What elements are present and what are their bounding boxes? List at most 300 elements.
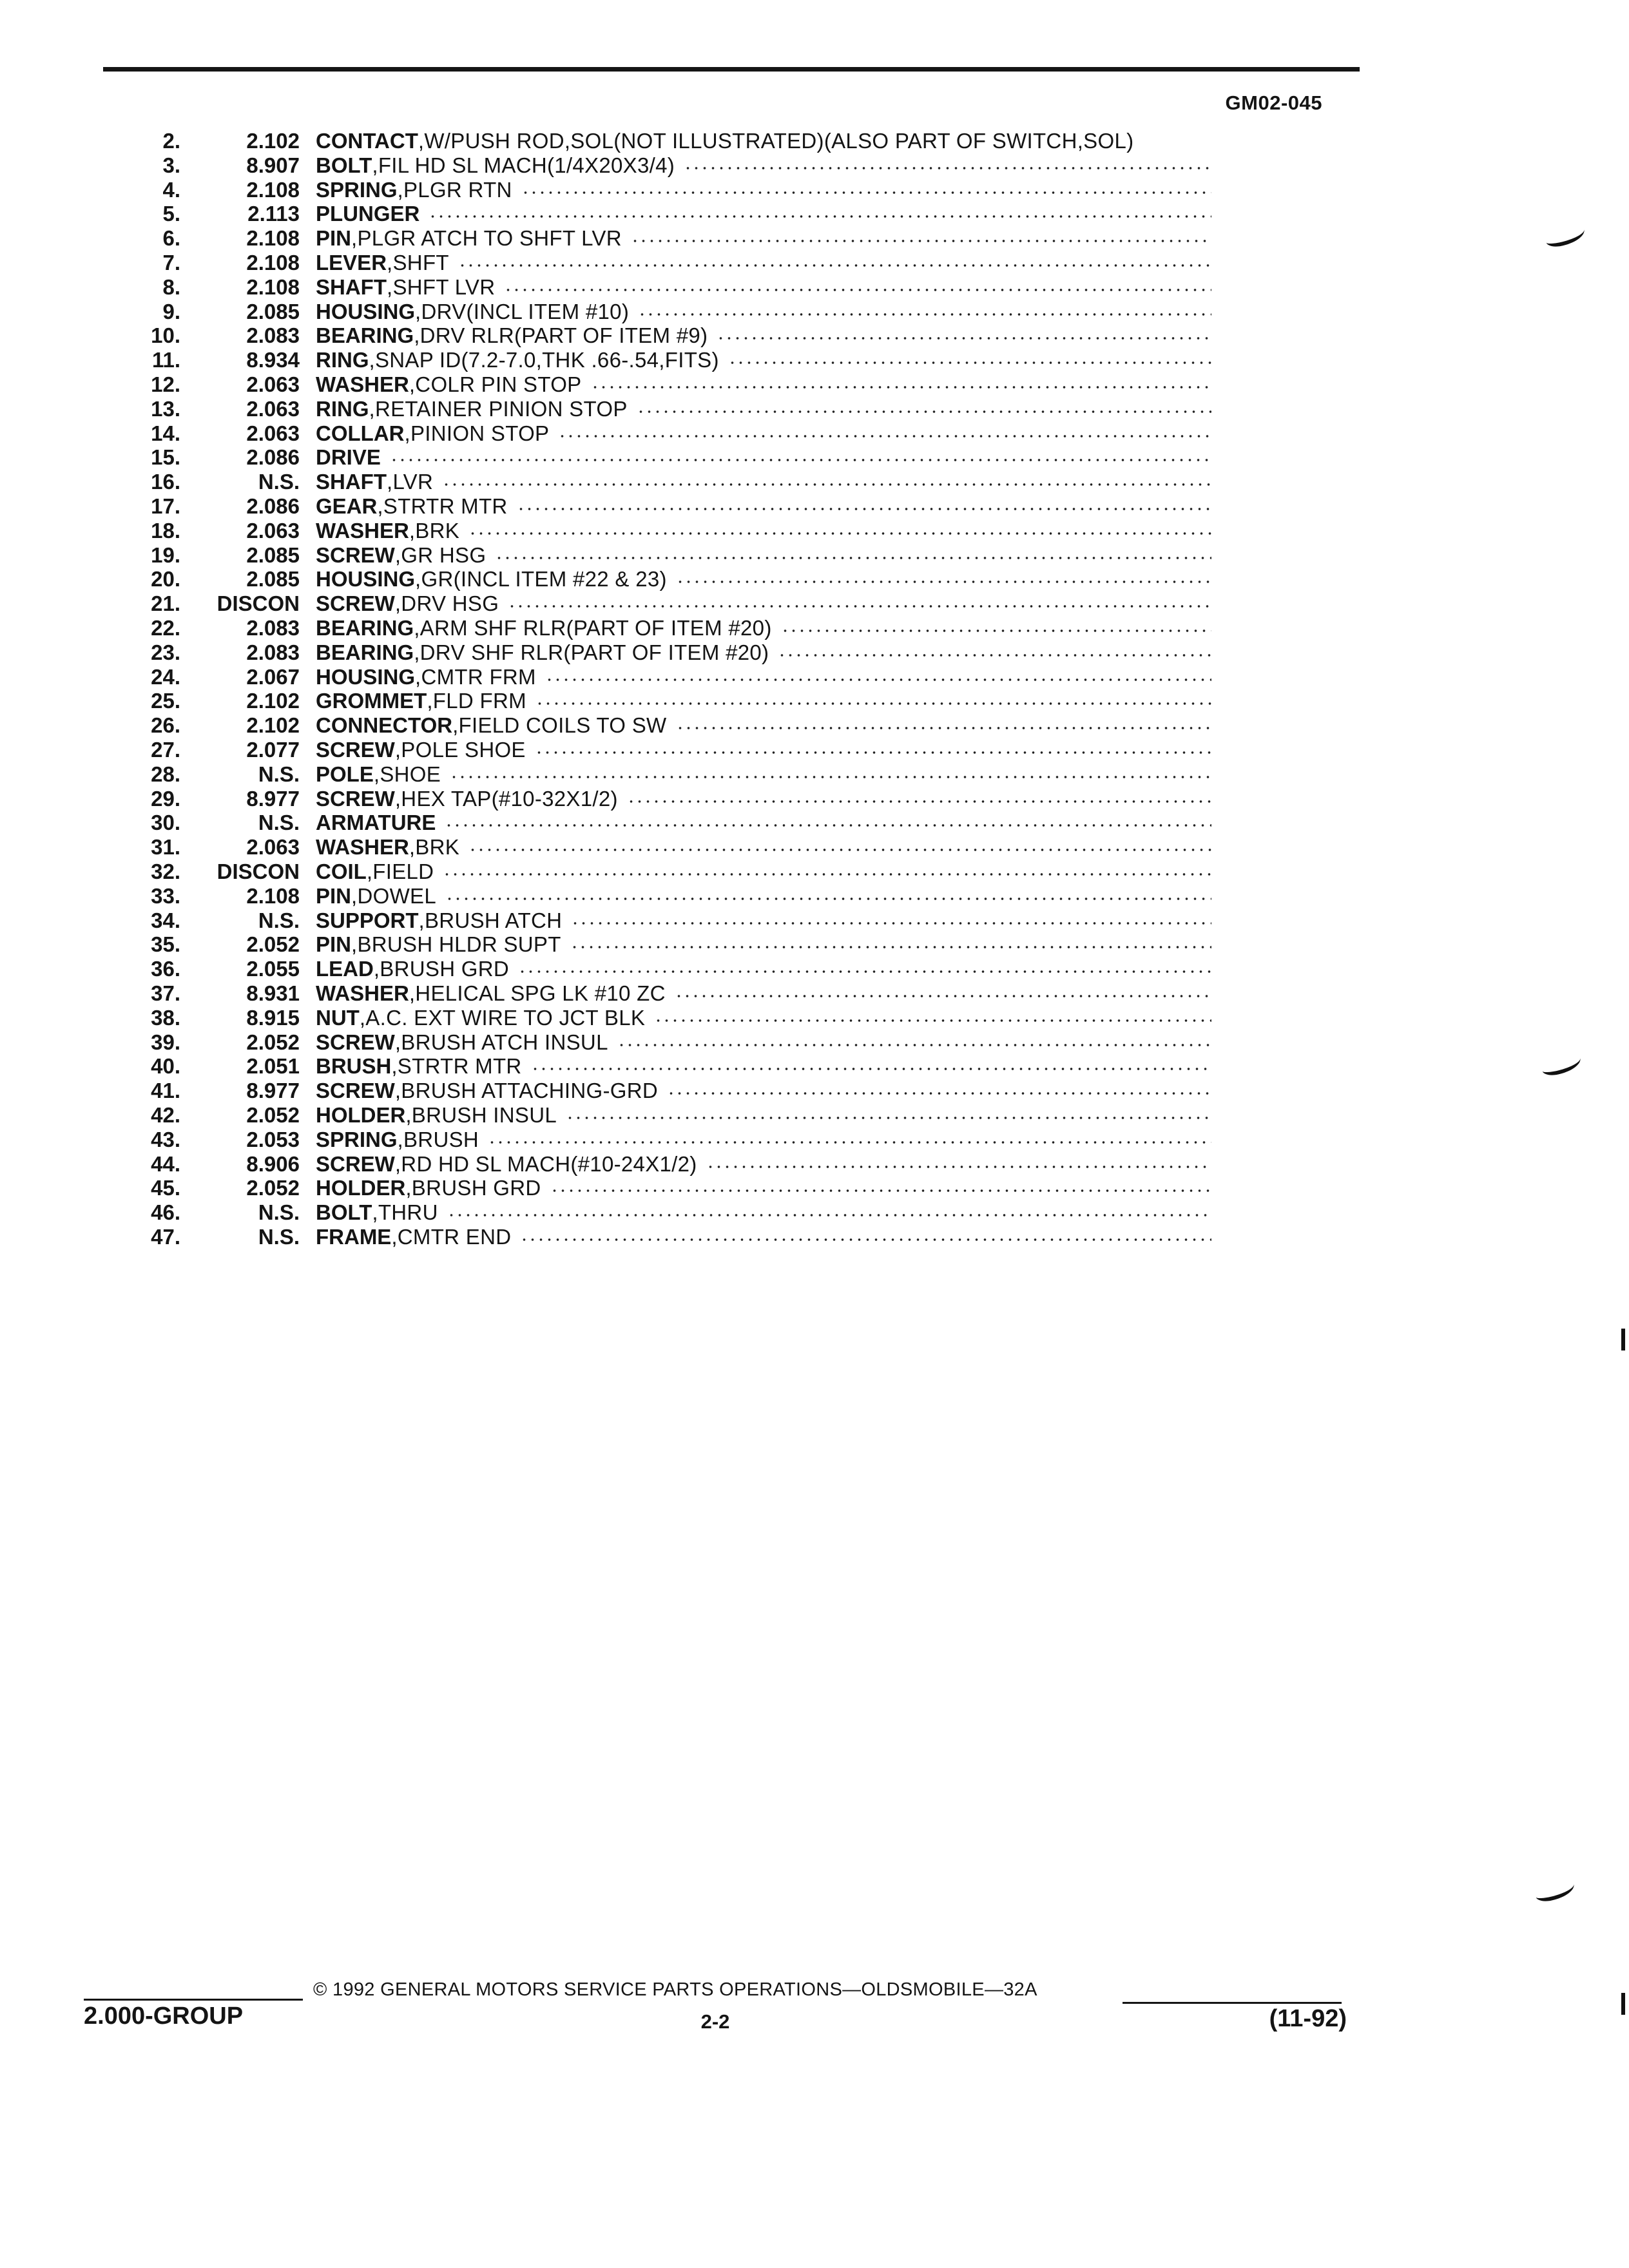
list-item (0, 202, 1629, 226)
part-detail: ,SHFT LVR (387, 275, 496, 299)
item-number: 7. (162, 251, 180, 274)
group-number: N.S. (258, 1225, 300, 1249)
dot-leader (429, 215, 1211, 218)
item-number: 13. (151, 397, 180, 421)
list-item (0, 348, 1629, 372)
list-item (0, 957, 1629, 981)
part-name: LEAD (316, 957, 374, 981)
part-name: BEARING (316, 640, 414, 664)
part-description (316, 908, 1211, 933)
dot-leader (558, 434, 1211, 438)
list-item (0, 300, 1629, 324)
item-number: 41. (151, 1079, 180, 1102)
part-description (316, 226, 1211, 251)
part-detail: ,BRUSH GRD (405, 1176, 541, 1200)
part-name: RING (316, 397, 369, 421)
item-number: 8. (162, 275, 180, 299)
dot-leader (571, 921, 1211, 925)
list-item (0, 713, 1629, 738)
part-name: SCREW (316, 738, 395, 762)
list-item (0, 1030, 1629, 1055)
group-number: 2.108 (246, 178, 300, 202)
item-number: 31. (151, 835, 180, 859)
part-name: COIL (316, 860, 367, 883)
footer-copyright: © 1992 GENERAL MOTORS SERVICE PARTS OPERATIONS—OLDSMOBILE—32A (313, 1979, 1037, 2000)
group-number: 8.915 (246, 1006, 300, 1030)
part-detail: ,GR(INCL ITEM #22 & 23) (415, 567, 667, 591)
part-detail: ,STRTR MTR (391, 1054, 522, 1078)
list-item (0, 1200, 1629, 1225)
dot-leader (468, 532, 1211, 535)
part-description (316, 1152, 1211, 1177)
part-description (316, 300, 1211, 324)
group-number: 2.063 (246, 372, 300, 396)
group-number: N.S. (258, 470, 300, 494)
part-name: ARMATURE (316, 811, 436, 834)
list-item (0, 932, 1629, 957)
part-description (316, 543, 1211, 568)
part-name: BEARING (316, 323, 414, 347)
item-number: 37. (151, 981, 180, 1005)
part-name: COLLAR (316, 421, 405, 445)
list-item (0, 689, 1629, 713)
item-number: 18. (151, 519, 180, 543)
dot-leader (570, 945, 1211, 949)
part-name: HOUSING (316, 567, 416, 591)
part-detail: ,SHOE (373, 762, 441, 786)
part-description (316, 129, 1231, 153)
part-detail: ,COLR PIN STOP (409, 372, 582, 396)
group-number: 2.052 (246, 1103, 300, 1127)
part-detail: ,DRV(INCL ITEM #10) (415, 300, 630, 323)
part-description (316, 1200, 1211, 1225)
part-description (316, 1103, 1211, 1128)
group-number: N.S. (258, 1200, 300, 1224)
part-detail: ,A.C. EXT WIRE TO JCT BLK (359, 1006, 646, 1030)
item-number: 22. (151, 616, 180, 640)
edge-scan-mark (1621, 1329, 1625, 1350)
part-description (316, 1030, 1211, 1055)
part-detail: ,BRUSH (397, 1128, 479, 1151)
item-number: 39. (151, 1030, 180, 1054)
group-number: 2.052 (246, 932, 300, 956)
footer-page-number: 2-2 (700, 2010, 730, 2033)
dot-leader (728, 361, 1211, 365)
part-detail: ,DRV HSG (394, 591, 499, 615)
part-detail: ,PINION STOP (404, 421, 550, 445)
group-number: 2.083 (246, 616, 300, 640)
part-description (316, 738, 1211, 762)
part-description (316, 1054, 1211, 1079)
edge-scan-mark (1621, 1993, 1625, 2015)
list-item (0, 397, 1629, 421)
dot-leader (520, 1238, 1211, 1242)
group-number: 2.085 (246, 300, 300, 323)
group-number: 8.977 (246, 1079, 300, 1102)
dot-leader (447, 1213, 1211, 1217)
part-name: NUT (316, 1006, 360, 1030)
group-number: DISCON (217, 591, 300, 615)
group-number: 2.085 (246, 567, 300, 591)
part-name: BOLT (316, 153, 372, 177)
part-name: HOLDER (316, 1103, 406, 1127)
dot-leader (450, 775, 1211, 779)
list-item (0, 1006, 1629, 1030)
punch-hole-mark (1534, 1877, 1577, 1904)
group-number: N.S. (258, 762, 300, 786)
group-number: 2.077 (246, 738, 300, 762)
part-description (316, 665, 1211, 689)
part-description (316, 932, 1211, 957)
list-item (0, 981, 1629, 1006)
item-number: 9. (162, 300, 180, 323)
dot-leader (781, 629, 1211, 633)
dot-leader (706, 1165, 1211, 1169)
group-number: 2.063 (246, 835, 300, 859)
group-number: 2.108 (246, 226, 300, 250)
dot-leader (550, 1189, 1211, 1193)
part-name: PIN (316, 884, 352, 908)
item-number: 44. (151, 1152, 180, 1176)
part-name: WASHER (316, 835, 409, 859)
group-number: 2.083 (246, 323, 300, 347)
part-description (316, 884, 1211, 908)
list-item (0, 665, 1629, 689)
dot-leader (566, 1116, 1211, 1120)
list-item (0, 275, 1629, 300)
part-detail: ,BRUSH ATCH INSUL (394, 1030, 608, 1054)
item-number: 30. (151, 811, 180, 834)
part-name: GROMMET (316, 689, 427, 713)
item-number: 12. (151, 372, 180, 396)
list-item (0, 421, 1629, 446)
part-name: PIN (316, 226, 352, 250)
part-detail: ,FIELD COILS TO SW (452, 713, 667, 737)
list-item (0, 616, 1629, 640)
dot-leader (458, 264, 1211, 267)
item-number: 17. (151, 494, 180, 518)
part-name: SCREW (316, 1079, 395, 1102)
item-number: 29. (151, 787, 180, 811)
group-number: 2.085 (246, 543, 300, 567)
footer-rule-right (1123, 2002, 1342, 2004)
dot-leader (517, 507, 1211, 511)
part-description (316, 787, 1211, 811)
list-item (0, 543, 1629, 568)
list-item (0, 153, 1629, 178)
list-item (0, 129, 1629, 153)
item-number: 11. (151, 348, 180, 372)
dot-leader (676, 726, 1212, 730)
list-item (0, 470, 1629, 494)
group-number: N.S. (258, 908, 300, 932)
part-description (316, 178, 1211, 202)
item-number: 2. (162, 129, 180, 153)
dot-leader (442, 483, 1211, 486)
part-description (316, 323, 1211, 348)
part-name: SCREW (316, 591, 395, 615)
dot-leader (637, 410, 1211, 414)
group-number: 2.052 (246, 1176, 300, 1200)
part-name: SUPPORT (316, 908, 419, 932)
part-detail: ,PLGR RTN (397, 178, 512, 202)
item-number: 25. (151, 689, 180, 713)
part-detail: ,HELICAL SPG LK #10 ZC (409, 981, 666, 1005)
part-name: SPRING (316, 1128, 398, 1151)
part-description (316, 445, 1211, 470)
list-item (0, 1152, 1629, 1177)
list-item (0, 445, 1629, 470)
group-number: 8.907 (246, 153, 300, 177)
part-detail: ,BRUSH INSUL (405, 1103, 557, 1127)
item-number: 33. (151, 884, 180, 908)
item-number: 23. (151, 640, 180, 664)
part-detail: ,CMTR END (391, 1225, 512, 1249)
part-description (316, 421, 1211, 446)
part-description (316, 567, 1211, 591)
part-description (316, 275, 1211, 300)
list-item (0, 1079, 1629, 1103)
list-item (0, 860, 1629, 884)
part-description (316, 811, 1211, 835)
part-detail: ,BRUSH GRD (373, 957, 510, 981)
dot-leader (667, 1091, 1211, 1095)
part-name: HOUSING (316, 300, 416, 323)
part-description (316, 957, 1211, 981)
group-number: 2.063 (246, 421, 300, 445)
dot-leader (488, 1140, 1211, 1144)
dot-leader (545, 678, 1211, 682)
group-number: 2.108 (246, 275, 300, 299)
header-rule (103, 67, 1360, 72)
list-item (0, 1128, 1629, 1152)
list-item (0, 519, 1629, 543)
part-name: RING (316, 348, 369, 372)
part-detail: ,STRTR MTR (377, 494, 508, 518)
group-number: 2.083 (246, 640, 300, 664)
part-detail: ,RD HD SL MACH(#10-24X1/2) (394, 1152, 697, 1176)
dot-leader (638, 312, 1211, 316)
part-name: SHAFT (316, 470, 387, 494)
item-number: 24. (151, 665, 180, 689)
dot-leader (535, 702, 1211, 706)
dot-leader (778, 653, 1211, 657)
part-detail: ,PLGR ATCH TO SHFT LVR (351, 226, 622, 250)
list-item (0, 787, 1629, 811)
dot-leader (390, 458, 1211, 462)
dot-leader (654, 1019, 1211, 1023)
part-name: SHAFT (316, 275, 387, 299)
part-detail: ,FIELD (366, 860, 434, 883)
list-item (0, 494, 1629, 519)
item-number: 47. (151, 1225, 180, 1249)
item-number: 15. (151, 445, 180, 469)
dot-leader (675, 994, 1211, 998)
part-description (316, 251, 1211, 275)
group-number: 2.113 (247, 202, 300, 226)
part-detail: ,HEX TAP(#10-32X1/2) (394, 787, 618, 811)
item-number: 4. (162, 178, 180, 202)
part-name: SCREW (316, 1152, 395, 1176)
part-detail: ,GR HSG (394, 543, 487, 567)
part-detail: ,POLE SHOE (394, 738, 526, 762)
part-name: CONNECTOR (316, 713, 453, 737)
part-detail: ,FIL HD SL MACH(1/4X20X3/4) (372, 153, 675, 177)
part-detail: ,BRUSH ATTACHING-GRD (394, 1079, 658, 1102)
group-number: 2.053 (246, 1128, 300, 1151)
part-description (316, 1006, 1211, 1030)
dot-leader (495, 556, 1211, 560)
part-description (316, 348, 1211, 372)
part-description (316, 835, 1211, 860)
list-item (0, 372, 1629, 397)
part-name: DRIVE (316, 445, 381, 469)
group-number: N.S. (258, 811, 300, 834)
item-number: 20. (151, 567, 180, 591)
item-number: 14. (151, 421, 180, 445)
item-number: 34. (151, 908, 180, 932)
list-item (0, 811, 1629, 835)
dot-leader (676, 580, 1211, 584)
part-description (316, 640, 1211, 665)
item-number: 38. (151, 1006, 180, 1030)
part-description (316, 1176, 1211, 1200)
part-name: WASHER (316, 981, 409, 1005)
part-name: PLUNGER (316, 202, 420, 226)
part-detail: ,BRK (409, 835, 460, 859)
group-number: 8.906 (246, 1152, 300, 1176)
group-number: 2.052 (246, 1030, 300, 1054)
dot-leader (518, 970, 1211, 974)
part-description (316, 1225, 1211, 1249)
list-item (0, 884, 1629, 908)
group-number: 2.102 (246, 713, 300, 737)
item-number: 27. (151, 738, 180, 762)
part-description (316, 494, 1211, 519)
list-item (0, 738, 1629, 762)
part-name: BRUSH (316, 1054, 392, 1078)
item-number: 40. (151, 1054, 180, 1078)
part-description (316, 372, 1211, 397)
dot-leader (717, 336, 1211, 340)
part-detail: ,DOWEL (351, 884, 436, 908)
item-number: 43. (151, 1128, 180, 1151)
part-detail: ,DRV RLR(PART OF ITEM #9) (414, 323, 708, 347)
part-detail: ,RETAINER PINION STOP (369, 397, 628, 421)
part-description (316, 153, 1211, 178)
item-number: 16. (151, 470, 180, 494)
list-item (0, 1225, 1629, 1249)
part-detail: ,SNAP ID(7.2-7.0,THK .66-.54,FITS) (369, 348, 719, 372)
part-detail: ,BRUSH HLDR SUPT (351, 932, 561, 956)
part-name: WASHER (316, 372, 409, 396)
part-description (316, 519, 1211, 543)
group-number: 2.055 (246, 957, 300, 981)
part-description (316, 689, 1211, 713)
list-item (0, 762, 1629, 787)
dot-leader (445, 823, 1211, 827)
list-item (0, 591, 1629, 616)
item-number: 3. (162, 153, 180, 177)
list-item (0, 226, 1629, 251)
list-item (0, 835, 1629, 860)
dot-leader (591, 385, 1212, 389)
part-description (316, 713, 1211, 738)
part-description (316, 981, 1211, 1006)
list-item (0, 251, 1629, 275)
part-detail: ,SHFT (387, 251, 449, 274)
item-number: 45. (151, 1176, 180, 1200)
part-name: POLE (316, 762, 374, 786)
item-number: 6. (162, 226, 180, 250)
dot-leader (531, 1067, 1211, 1071)
group-number: 2.086 (246, 445, 300, 469)
dot-leader (627, 800, 1211, 803)
dot-leader (617, 1043, 1211, 1047)
part-description (316, 860, 1211, 884)
part-name: SPRING (316, 178, 398, 202)
item-number: 5. (162, 202, 180, 226)
dot-leader (535, 751, 1211, 754)
list-item (0, 908, 1629, 933)
part-detail: ,LVR (387, 470, 434, 494)
list-item (0, 1176, 1629, 1200)
group-number: 2.067 (246, 665, 300, 689)
part-name: CONTACT (316, 129, 418, 153)
part-detail: ,W/PUSH ROD,SOL(NOT ILLUSTRATED)(ALSO PART OF SWITCH,SOL) (418, 129, 1134, 153)
part-description (316, 1128, 1211, 1152)
item-number: 10. (151, 323, 180, 347)
group-number: DISCON (217, 860, 300, 883)
part-detail: ,CMTR FRM (415, 665, 536, 689)
group-number: 8.931 (246, 981, 300, 1005)
part-detail: ,DRV SHF RLR(PART OF ITEM #20) (414, 640, 769, 664)
part-name: FRAME (316, 1225, 392, 1249)
dot-leader (468, 848, 1211, 852)
item-number: 36. (151, 957, 180, 981)
part-detail: ,THRU (372, 1200, 438, 1224)
part-description (316, 470, 1211, 494)
list-item (0, 567, 1629, 591)
part-description (316, 1079, 1211, 1103)
dot-leader (443, 872, 1211, 876)
item-number: 42. (151, 1103, 180, 1127)
part-description (316, 616, 1211, 640)
part-detail: ,BRK (409, 519, 460, 543)
part-name: BEARING (316, 616, 414, 640)
item-number: 28. (151, 762, 180, 786)
part-detail: ,ARM SHF RLR(PART OF ITEM #20) (414, 616, 772, 640)
group-number: 2.102 (246, 129, 300, 153)
part-name: GEAR (316, 494, 378, 518)
footer-group-label: 2.000-GROUP (84, 2003, 244, 2030)
footer-date: (11-92) (1269, 2005, 1347, 2032)
group-number: 2.108 (246, 251, 300, 274)
item-number: 46. (151, 1200, 180, 1224)
footer-rule-left (84, 1999, 303, 2001)
part-name: WASHER (316, 519, 409, 543)
part-description (316, 762, 1211, 787)
part-name: PIN (316, 932, 352, 956)
list-item (0, 1054, 1629, 1079)
part-name: SCREW (316, 543, 395, 567)
item-number: 19. (151, 543, 180, 567)
dot-leader (445, 897, 1211, 901)
dot-leader (631, 239, 1211, 243)
list-item (0, 1103, 1629, 1128)
group-number: 2.063 (246, 397, 300, 421)
list-item (0, 323, 1629, 348)
